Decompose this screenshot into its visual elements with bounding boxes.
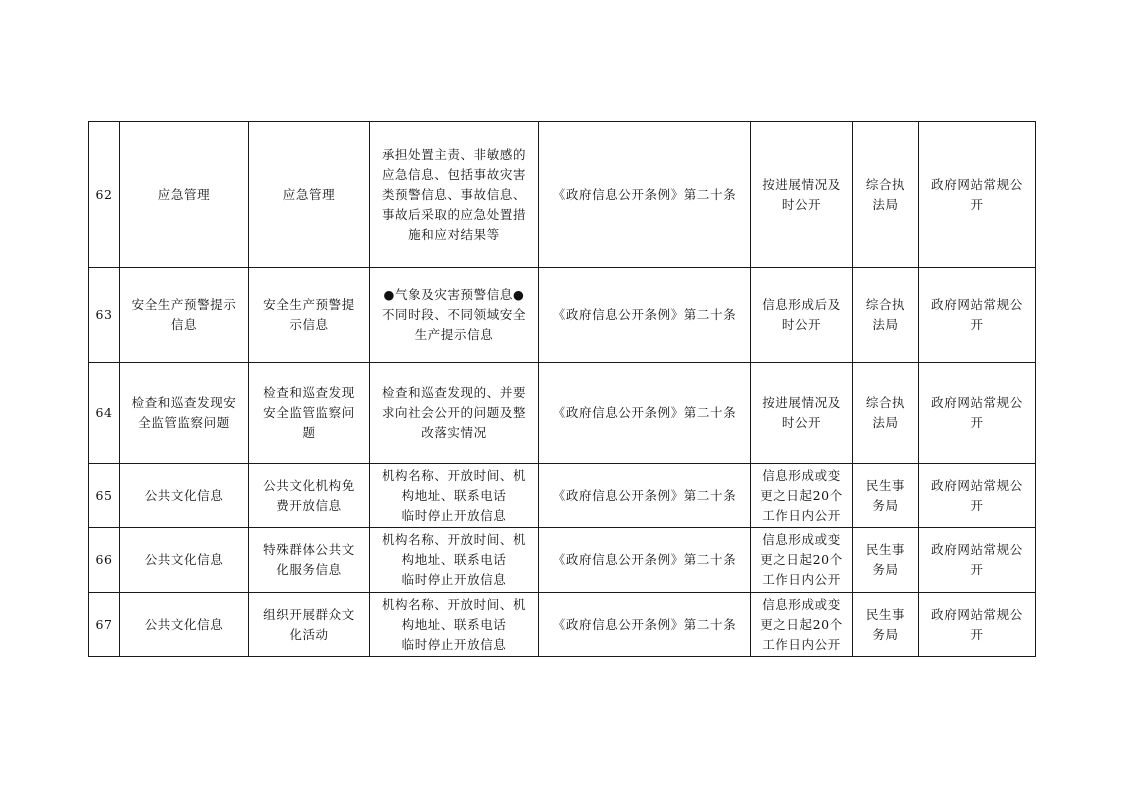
cell-item-line: 组织开展群众文 [263,606,355,622]
cell-item [249,464,370,528]
cell-content-line: 构地址、联系电话 [401,487,507,503]
cell-department-line: 务局 [872,562,899,577]
cell-item [249,122,370,268]
cell-number: 62 [89,122,120,268]
cell-category-line: 公共文化信息 [144,552,224,567]
table-row [89,268,1036,363]
cell-department-line: 民生事 [865,606,906,622]
cell-category-line: 应急管理 [157,186,211,202]
cell-timing-line: 信息形成或变 [762,532,841,547]
cell-number: 65 [89,464,120,528]
cell-channel-line: 政府网站常规公 [931,395,1023,410]
cell-timing-line: 时公开 [781,317,822,332]
cell-content [370,122,539,268]
cell-timing-line: 信息形成或变 [762,596,841,612]
cell-channel [919,268,1036,363]
cell-content [370,528,539,593]
cell-item-line: 特殊群体公共文 [263,542,355,557]
cell-category [120,268,249,363]
cell-item-line: 安全生产预警提 [263,297,355,312]
cell-content-line: 不同时段、不同领域安全 [381,307,527,322]
cell-channel [919,363,1036,464]
cell-channel [919,122,1036,268]
cell-content-line: 事故后采取的应急处置措 [381,206,527,222]
cell-timing-line: 按进展情况及 [762,395,841,410]
disclosure-table [88,121,1036,657]
cell-timing [751,464,853,528]
cell-basis: 《政府信息公开条例》第二十条 [539,593,751,657]
cell-timing-line: 时公开 [781,196,822,212]
cell-content-line: 生产提示信息 [414,327,494,342]
cell-item-line: 检查和巡查发现 [263,385,355,400]
cell-department-line: 民生事 [865,542,906,557]
cell-channel-line: 开 [970,497,984,513]
cell-channel-line: 开 [970,317,984,332]
cell-basis: 《政府信息公开条例》第二十条 [539,268,751,363]
cell-department [853,363,919,464]
cell-department-line: 综合执 [865,176,906,192]
cell-department-line: 综合执 [865,395,906,410]
cell-item-line: 公共文化机构免 [263,477,355,493]
cell-department [853,122,919,268]
cell-timing-line: 信息形成或变 [762,467,841,483]
cell-item-line: 安全监管监察问 [263,405,355,420]
cell-basis: 《政府信息公开条例》第二十条 [539,122,751,268]
cell-basis: 《政府信息公开条例》第二十条 [539,363,751,464]
cell-channel-line: 开 [970,415,984,430]
cell-content-line: 改落实情况 [421,425,487,440]
cell-content-line: 求向社会公开的问题及整 [381,405,527,420]
cell-timing [751,528,853,593]
table-row [89,593,1036,657]
cell-content-line: 机构名称、开放时间、机 [381,532,527,547]
cell-basis: 《政府信息公开条例》第二十条 [539,528,751,593]
cell-timing [751,593,853,657]
cell-item-line: 费开放信息 [276,497,342,513]
cell-item-line: 示信息 [289,317,329,332]
cell-content-line: 构地址、联系电话 [401,552,507,567]
cell-item-line: 化活动 [289,626,329,642]
cell-department [853,268,919,363]
cell-timing-line: 按进展情况及 [762,176,841,192]
cell-content-line: ●气象及灾害预警信息● [383,287,525,302]
cell-number: 66 [89,528,120,593]
cell-content-line: 应急信息、包括事故灾害 [381,166,527,182]
cell-content-line: 临时停止开放信息 [401,572,507,587]
table-row [89,464,1036,528]
table-row [89,363,1036,464]
cell-department-line: 法局 [872,317,899,332]
cell-channel [919,593,1036,657]
cell-department [853,528,919,593]
cell-department [853,464,919,528]
cell-number: 67 [89,593,120,657]
cell-department-line: 综合执 [865,297,906,312]
cell-content-line: 检查和巡查发现的、并要 [381,385,527,400]
cell-channel-line: 开 [970,562,984,577]
cell-item [249,268,370,363]
cell-category-line: 信息 [170,317,198,332]
cell-number: 64 [89,363,120,464]
cell-category-line: 公共文化信息 [144,616,224,632]
cell-channel-line: 开 [970,196,984,212]
cell-channel-line: 政府网站常规公 [931,477,1023,493]
cell-timing-line: 更之日起20个 [760,616,843,632]
cell-timing-line: 工作日内公开 [762,636,841,652]
cell-content-line: 施和应对结果等 [408,226,500,242]
cell-category-line: 公共文化信息 [144,487,224,503]
cell-category [120,528,249,593]
cell-timing-line: 时公开 [781,415,822,430]
cell-channel-line: 政府网站常规公 [931,176,1023,192]
cell-department-line: 民生事 [865,477,906,493]
cell-timing [751,363,853,464]
cell-item [249,528,370,593]
cell-category [120,593,249,657]
cell-department-line: 法局 [872,415,899,430]
cell-channel-line: 开 [970,626,984,642]
cell-item [249,593,370,657]
cell-timing [751,268,853,363]
table-row [89,528,1036,593]
cell-content [370,363,539,464]
cell-department [853,593,919,657]
cell-timing-line: 工作日内公开 [762,507,841,523]
cell-timing [751,122,853,268]
cell-content [370,593,539,657]
cell-content [370,464,539,528]
cell-category-line: 全监管监察问题 [138,415,230,430]
cell-channel-line: 政府网站常规公 [931,606,1023,622]
cell-content-line: 承担处置主责、非敏感的 [381,146,527,162]
cell-category [120,363,249,464]
cell-department-line: 务局 [872,497,899,513]
cell-content-line: 临时停止开放信息 [401,636,507,652]
cell-category [120,464,249,528]
cell-timing-line: 更之日起20个 [760,552,843,567]
cell-category [120,122,249,268]
cell-content [370,268,539,363]
cell-timing-line: 工作日内公开 [762,572,841,587]
cell-channel [919,528,1036,593]
cell-timing-line: 更之日起20个 [760,487,843,503]
cell-timing-line: 信息形成后及 [762,297,841,312]
cell-category-line: 安全生产预警提示 [131,297,237,312]
cell-content-line: 机构名称、开放时间、机 [381,467,527,483]
cell-content-line: 临时停止开放信息 [401,507,507,523]
table-row [89,122,1036,268]
cell-basis: 《政府信息公开条例》第二十条 [539,464,751,528]
cell-channel-line: 政府网站常规公 [931,297,1023,312]
cell-channel-line: 政府网站常规公 [931,542,1023,557]
cell-department-line: 务局 [872,626,899,642]
cell-item-line: 题 [302,425,316,440]
cell-department-line: 法局 [872,196,899,212]
cell-content-line: 机构名称、开放时间、机 [381,596,527,612]
cell-number: 63 [89,268,120,363]
cell-item [249,363,370,464]
cell-category-line: 检查和巡查发现安 [131,395,237,410]
cell-item-line: 化服务信息 [276,562,342,577]
table-body [89,122,1036,657]
cell-content-line: 构地址、联系电话 [401,616,507,632]
cell-channel [919,464,1036,528]
cell-item-line: 应急管理 [282,186,336,202]
cell-content-line: 类预警信息、事故信息、 [381,186,527,202]
